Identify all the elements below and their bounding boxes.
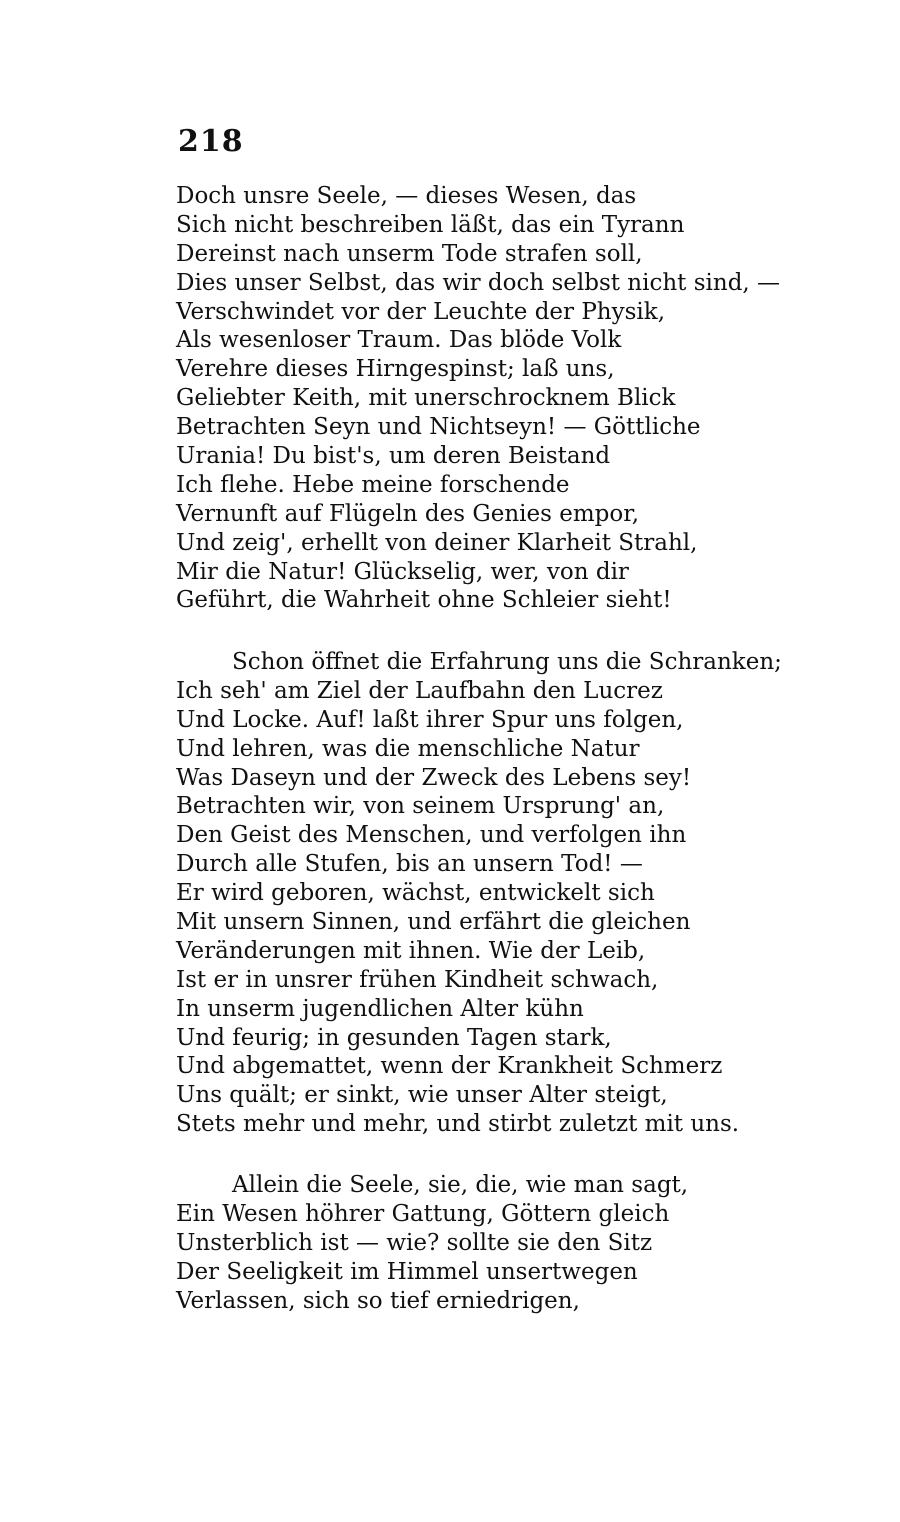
stanza-3	[176, 1171, 688, 1315]
verse-line: Ein Wesen höhrer Gattung, Göttern gleich	[176, 1200, 670, 1227]
verse-line: Doch unsre Seele, — dieses Wesen, das	[176, 183, 637, 209]
verse-line: Mit unsern Sinnen, und erfährt die gleichen	[176, 909, 691, 936]
verse-line: Uns quält; er sinkt, wie unser Alter steigt,	[176, 1082, 668, 1109]
verse-line: Allein die Seele, sie, die, wie man sagt,	[232, 1172, 689, 1198]
verse-line: Dereinst nach unserm Tode strafen soll,	[176, 240, 643, 267]
verse-line: Geführt, die Wahrheit ohne Schleier sieht!	[176, 587, 672, 614]
verse-line: Er wird geboren, wächst, entwickelt sich	[176, 880, 655, 907]
verse-line: Urania! Du bist's, um deren Beistand	[176, 443, 611, 470]
verse-line: Und feurig; in gesunden Tagen stark,	[176, 1024, 612, 1051]
verse-line: Was Daseyn und der Zweck des Lebens sey!	[176, 764, 692, 791]
verse-line: Ist er in unsrer frühen Kindheit schwach,	[176, 966, 659, 993]
verse-line: Durch alle Stufen, bis an unsern Tod! —	[176, 851, 643, 878]
verse-line: Vernunft auf Flügeln des Genies empor,	[176, 500, 639, 527]
stanza-2	[176, 648, 782, 1139]
verse-line: Ich flehe. Hebe meine forschende	[176, 471, 570, 498]
verse-line: Verschwindet vor der Leuchte der Physik,	[176, 298, 666, 325]
verse-line: Und abgemattet, wenn der Krankheit Schmerz	[176, 1053, 723, 1080]
verse-line: Der Seeligkeit im Himmel unsertwegen	[176, 1258, 638, 1285]
verse-line: Sich nicht beschreiben läßt, das ein Tyrann	[176, 211, 685, 238]
verse-line: Betrachten Seyn und Nichtseyn! — Göttliche	[176, 414, 701, 441]
page-number: 218	[178, 124, 244, 159]
verse-line: Veränderungen mit ihnen. Wie der Leib,	[176, 937, 646, 964]
verse-line: Den Geist des Menschen, und verfolgen ihn	[176, 822, 687, 849]
stanza-1	[176, 182, 780, 615]
verse-line: Schon öffnet die Erfahrung uns die Schranken;	[232, 649, 782, 675]
verse-line: Stets mehr und mehr, und stirbt zuletzt mit uns.	[176, 1111, 740, 1138]
verse-line: Betrachten wir, von seinem Ursprung' an,	[176, 793, 665, 820]
verse-line: Geliebter Keith, mit unerschrocknem Blick	[176, 385, 676, 412]
verse-line: Und zeig', erhellt von deiner Klarheit Strahl,	[176, 529, 698, 556]
verse-line: In unserm jugendlichen Alter kühn	[176, 995, 584, 1022]
verse-line: Verlassen, sich so tief erniedrigen,	[176, 1287, 580, 1314]
verse-line: Und Locke. Auf! laßt ihrer Spur uns folgen,	[176, 706, 684, 733]
verse-line: Verehre dieses Hirngespinst; laß uns,	[176, 356, 615, 383]
verse-line: Dies unser Selbst, das wir doch selbst nicht sind, —	[176, 269, 781, 296]
verse-line: Ich seh' am Ziel der Laufbahn den Lucrez	[176, 677, 663, 704]
verse-line: Mir die Natur! Glückselig, wer, von dir	[176, 558, 629, 585]
verse-line: Als wesenloser Traum. Das blöde Volk	[176, 327, 622, 354]
verse-line: Unsterblich ist — wie? sollte sie den Sitz	[176, 1229, 653, 1256]
verse-line: Und lehren, was die menschliche Natur	[176, 735, 640, 762]
